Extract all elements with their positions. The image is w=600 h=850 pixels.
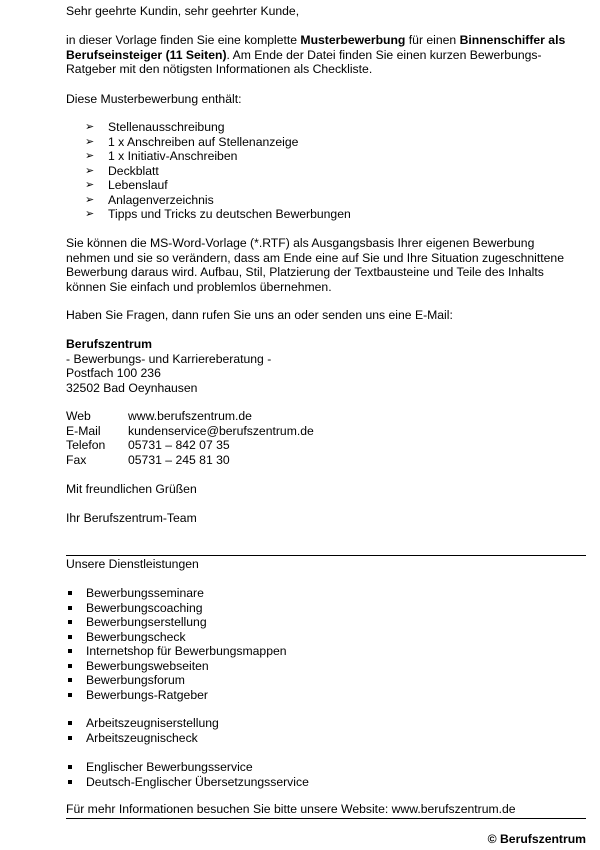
signature: Ihr Berufszentrum-Team xyxy=(66,511,197,525)
contents-list xyxy=(66,120,351,222)
list-item: ➢ Tipps und Tricks zu deutschen Bewerbungen xyxy=(66,207,351,222)
list-item: Deutsch-Englischer Übersetzungsservice xyxy=(66,775,309,790)
services-list-main xyxy=(66,586,287,702)
list-item: Bewerbungscheck xyxy=(66,630,287,645)
services-list-certificates xyxy=(66,716,219,745)
company-name: Berufszentrum xyxy=(66,337,153,351)
city: 32502 Bad Oeynhausen xyxy=(66,380,198,395)
list-item: ➢ Lebenslauf xyxy=(66,178,351,193)
greeting: Sehr geehrte Kundin, sehr geehrter Kunde, xyxy=(66,4,300,18)
copyright: © Berufszentrum xyxy=(487,832,586,846)
contact-row-email: E-Mail kundenservice@berufszentrum.de xyxy=(66,423,314,438)
list-item: ➢ Deckblatt xyxy=(66,164,351,179)
company-tagline: - Bewerbungs- und Karriereberatung - xyxy=(66,351,272,366)
list-item: ➢ 1 x Initiativ-Anschreiben xyxy=(66,149,351,164)
list-item: Bewerbungserstellung xyxy=(66,615,287,630)
contents-heading: Diese Musterbewerbung enthält: xyxy=(66,92,242,106)
list-item: ➢ Stellenausschreibung xyxy=(66,120,351,135)
list-item: Bewerbungscoaching xyxy=(66,601,287,616)
footer-divider xyxy=(66,818,586,819)
list-item: ➢ Anlagenverzeichnis xyxy=(66,193,351,208)
email-link[interactable]: kundenservice@berufszentrum.de xyxy=(128,423,314,438)
contact-row-fax: Fax 05731 – 245 81 30 xyxy=(66,452,230,467)
postbox: Postfach 100 236 xyxy=(66,366,161,380)
contact-row-web: Web www.berufszentrum.de xyxy=(66,409,252,423)
list-item: ➢ 1 x Anschreiben auf Stellenanzeige xyxy=(66,135,351,150)
services-heading: Unsere Dienstleistungen xyxy=(66,557,199,571)
services-list-english xyxy=(66,760,309,789)
list-item: Arbeitszeugniserstellung xyxy=(66,716,219,731)
list-item: Bewerbungsseminare xyxy=(66,586,287,601)
list-item: Arbeitszeugnischeck xyxy=(66,731,219,746)
list-item: Bewerbungs-Ratgeber xyxy=(66,688,287,703)
list-item: Englischer Bewerbungsservice xyxy=(66,760,309,775)
questions-text: Haben Sie Fragen, dann rufen Sie uns an oder senden uns eine E-Mail: xyxy=(66,308,453,322)
web-link[interactable]: www.berufszentrum.de xyxy=(128,409,252,423)
list-item: Internetshop für Bewerbungsmappen xyxy=(66,644,287,659)
template-paragraph: Sie können die MS-Word-Vorlage (*.RTF) als Ausgangsbasis Ihrer eigenen Bewerbung nehmen und sie so verändern, dass am Ende eine auf Sie und Ihre Situation zugeschnittene Bewerbung daraus wird. Aufbau, Stil, Platzierung der Textbausteine und Teile des Inhalts können Sie einfach und problemlos übernehmen. xyxy=(66,236,564,294)
contact-row-phone: Telefon 05731 – 842 07 35 xyxy=(66,438,230,452)
list-item: Bewerbungsforum xyxy=(66,673,287,688)
list-item: Bewerbungswebseiten xyxy=(66,659,287,674)
closing: Mit freundlichen Grüßen xyxy=(66,482,197,496)
footer-info: Für mehr Informationen besuchen Sie bitte unsere Website: www.berufszentrum.de xyxy=(66,802,516,816)
divider xyxy=(66,555,586,556)
contact-block xyxy=(66,409,314,467)
address-block xyxy=(66,337,271,395)
intro-paragraph: in dieser Vorlage finden Sie eine komplette Musterbewerbung für einen Binnenschiffer als Berufseinsteiger (11 Seiten). Am Ende der Datei finden Sie einen kurzen Bewerbungs- Ratgeber mit den nötigsten Informationen als Checkliste. xyxy=(66,33,566,76)
